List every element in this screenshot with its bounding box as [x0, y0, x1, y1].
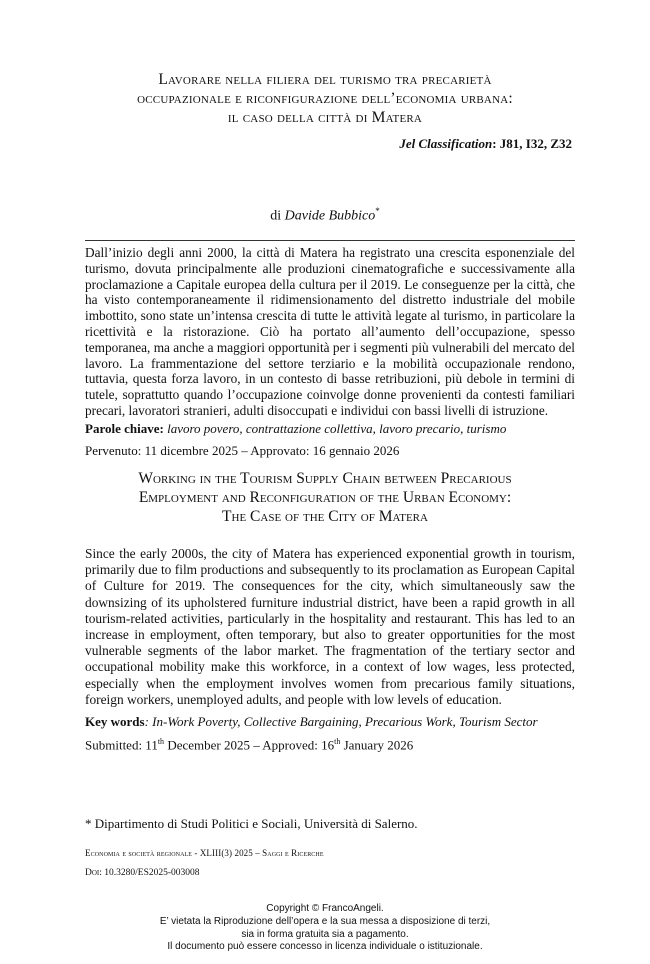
- english-title-line: Employment and Reconfiguration of the Urban Economy:: [138, 489, 512, 506]
- jel-label: Jel Classification: [399, 136, 493, 151]
- ordinal-suffix: th: [334, 737, 341, 746]
- italian-title-line: il caso della città di Matera: [227, 109, 423, 126]
- author-line: [0, 206, 650, 225]
- jel-codes: : J81, I32, Z32: [492, 136, 572, 151]
- approved-date-suffix: January 2026: [340, 737, 414, 753]
- approved-date: December 2025 – Approved: 16: [164, 737, 335, 753]
- italian-keywords: [85, 421, 575, 437]
- author-footnote-mark: *: [375, 206, 380, 216]
- doi: Doi: 10.3280/ES2025-003008: [85, 868, 200, 878]
- submitted-date: Submitted: 11: [85, 737, 158, 753]
- italian-title: [60, 70, 590, 127]
- italian-title-line: Lavorare nella filiera del turismo tra precarietà: [158, 71, 492, 88]
- english-keywords: [85, 714, 575, 730]
- copyright-line: Il documento può essere concesso in licenza individuale o istituzionale.: [167, 941, 483, 953]
- ordinal-suffix: th: [157, 737, 165, 746]
- english-title-line: The Case of the City of Matera: [222, 508, 428, 525]
- journal-reference: Economia e società regionale - XLIII(3) 2025 – Saggi e Ricerche: [85, 848, 324, 858]
- italian-dates: Pervenuto: 11 dicembre 2025 – Approvato: 16 gennaio 2026: [85, 443, 400, 458]
- affiliation-footnote: * Dipartimento di Studi Politici e Sociali, Università di Salerno.: [85, 816, 418, 831]
- italian-title-line: occupazionale e riconfigurazione dell’economia urbana:: [137, 90, 513, 107]
- copyright-line: Copyright © FrancoAngeli.: [266, 903, 384, 914]
- keywords-label: Parole chiave:: [85, 421, 164, 436]
- english-abstract: Since the early 2000s, the city of Matera has experienced exponential growth in tourism, primarily due to film productions and subsequently to its proclamation as European Capital of Culture for 2019. The consequences for the city, which simultaneously saw the downsizing of its upholstered furniture industrial district, have been a rapid growth in all tourism-related activities, particularly in the hospitality and restaurant. This has led to an increase in employment, often temporary, but also to greater opportunities for the most vulnerable segments of the labor market. The fragmentation of the tertiary sector and occupational mobility make this workforce, in a context of low wages, less protected, especially when the employment involves women from precarious family situations, foreign workers, unemployed adults, and people with low levels of education.: [85, 546, 575, 707]
- keywords-label: Key words: [85, 714, 145, 729]
- jel-classification: [399, 136, 572, 152]
- keywords-list: lavoro povero, contrattazione collettiva, lavoro precario, turismo: [163, 421, 507, 436]
- copyright-notice: [0, 903, 650, 954]
- copyright-line: sia in forma gratuita sia a pagamento.: [241, 928, 409, 940]
- keywords-list: : In-Work Poverty, Collective Bargaining, Precarious Work, Tourism Sector: [144, 714, 538, 729]
- author-name: Davide Bubbico: [284, 208, 376, 224]
- english-title-line: Working in the Tourism Supply Chain between Precarious: [138, 470, 512, 487]
- author-prefix: di: [270, 208, 285, 224]
- english-title: [70, 469, 580, 526]
- italian-abstract: Dall’inizio degli anni 2000, la città di Matera ha registrato una crescita esponenziale del turismo, dovuta principalmente alle produzioni cinematografiche e successivamente alla proclamazione a Capitale europea della cultura per il 2019. Le conseguenze per la città, che ha visto contemporaneamente il ridimensionamento del distretto industriale del mobile imbottito, sono state un’intensa crescita di tutte le attività legate al turismo, in particolare la ricettività e la ristorazione. Ciò ha portato all’aumento dell’occupazione, spesso temporanea, ma anche a maggiori opportunità per i segmenti più vulnerabili del mercato del lavoro. La frammentazione del settore terziario e la mobilità occupazionale rendono, tuttavia, questa forza lavoro, in un contesto di basse retribuzioni, più debole in termini di tutele, soprattutto quando l’occupazione coinvolge donne provenienti da contesti familiari precari, lavoratori stranieri, adulti disoccupati e individui con bassi livelli di istruzione.: [85, 240, 575, 419]
- copyright-line: E’ vietata la Riproduzione dell’opera e la sua messa a disposizione di terzi,: [159, 915, 491, 927]
- english-dates: [85, 737, 575, 753]
